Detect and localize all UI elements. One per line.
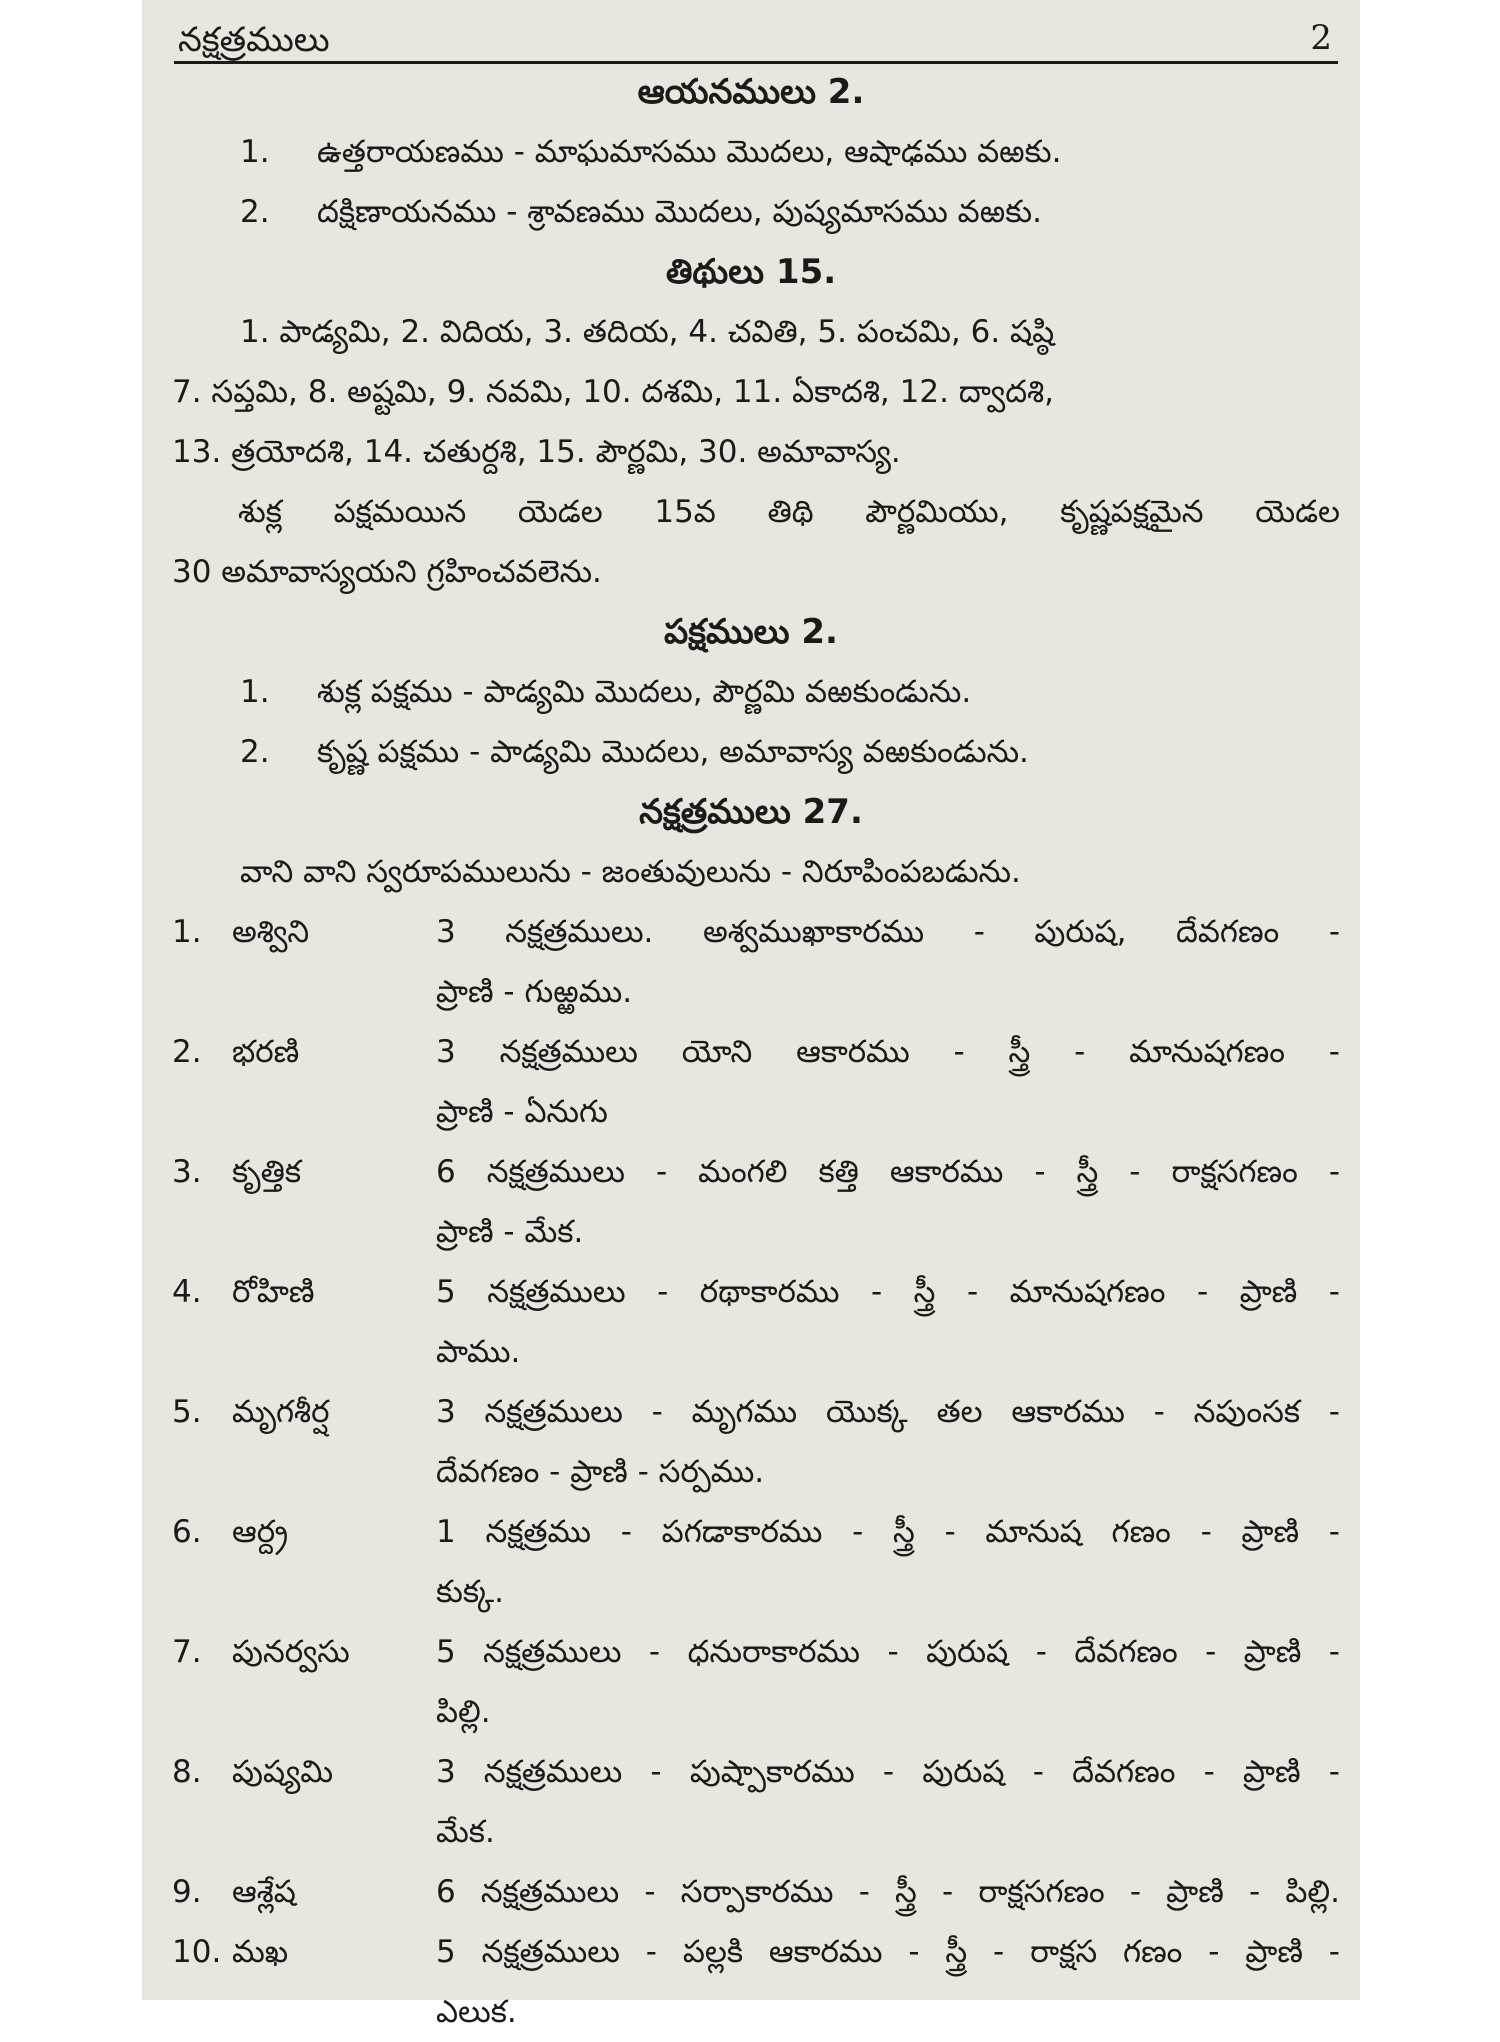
nakshatra-name: పుష్యమి [232,1754,334,1790]
nakshatra-list [142,902,1360,2042]
nakshatra-description: 6 నక్షత్రములు - సర్పాకారము - స్త్రీ - రాక్షసగణం - ప్రాణి - పిల్లి. [436,1874,1340,1910]
nakshatra-description: 3 నక్షత్రములు - మృగము యొక్క తల ఆకారము - నపుంసక - [436,1394,1340,1430]
nakshatra-name: భరణి [232,1034,300,1070]
section-heading-pakshamulu: పక్షములు 2. [664,612,838,652]
book-page [142,0,1360,2030]
nakshatra-number: 2. [172,1034,202,1070]
nakshatra-entry [142,1502,1360,1622]
nakshatra-description-cont: ప్రాణి - గుఱ్ఱము. [436,974,633,1010]
nakshatra-description: 3 నక్షత్రములు యోని ఆకారము - స్త్రీ - మానుషగణం - [436,1034,1340,1070]
nakshatra-number: 8. [172,1754,202,1790]
nakshatra-description: 3 నక్షత్రములు - పుష్పాకారము - పురుష - దేవగణం - ప్రాణి - [436,1754,1340,1790]
item-number: 2. [240,194,270,230]
nakshatra-number: 6. [172,1514,202,1550]
nakshatra-description-cont: దేవగణం - ప్రాణి - సర్పము. [436,1454,765,1490]
nakshatra-description-cont: ప్రాణి - ఏనుగు [436,1094,608,1130]
tithi-line: 1. పాడ్యమి, 2. విదియ, 3. తదియ, 4. చవితి, 5. పంచమి, 6. షష్ఠి [240,314,1055,350]
nakshatra-description-cont: పాము. [436,1334,521,1370]
nakshatra-description: 3 నక్షత్రములు. అశ్వముఖాకారము - పురుష, దేవగణం - [436,914,1340,950]
tithi-note [142,482,1360,602]
nakshatra-name: మఖ [232,1934,289,1970]
nakshatra-name: కృత్తిక [232,1154,302,1190]
nakshatra-description: 5 నక్షత్రములు - పల్లకి ఆకారము - స్త్రీ - రాక్షస గణం - ప్రాణి - [436,1934,1340,1970]
item-text: ఉత్తరాయణము - మాఘమాసము మొదలు, ఆషాఢము వఱకు. [317,134,1062,170]
item-text: శుక్ల పక్షము - పాడ్యమి మొదలు, పౌర్ణమి వఱకుండును. [317,674,972,710]
nakshatra-number: 1. [172,914,202,950]
nakshatra-description: 6 నక్షత్రములు - మంగలి కత్తి ఆకారము - స్త్రీ - రాక్షసగణం - [436,1154,1340,1190]
nakshatra-number: 9. [172,1874,202,1910]
nakshatra-name: అశ్విని [232,914,310,950]
nakshatra-number: 4. [172,1274,202,1310]
section-heading-ayanamulu: ఆయనములు 2. [637,72,865,112]
nakshatra-entry [142,1742,1360,1862]
nakshatra-name: ఆశ్లేష [232,1874,296,1910]
item-number: 2. [240,734,270,770]
nakshatra-number: 3. [172,1154,202,1190]
page-content [142,62,1360,2042]
nakshatra-entry [142,1022,1360,1142]
list-item [142,122,1360,182]
nakshatra-number: 5. [172,1394,202,1430]
tithi-note-line: శుక్ల పక్షమయిన యెడల 15వ తిథి పౌర్ణమియు, కృష్ణపక్షమైన యెడల [238,494,1340,530]
nakshatra-description-cont: ప్రాణి - మేక. [436,1214,584,1250]
tithi-line: 7. సప్తమి, 8. అష్టమి, 9. నవమి, 10. దశమి, 11. ఏకాదశి, 12. ద్వాదశి, [172,374,1055,410]
nakshatra-name: మృగశీర్ష [232,1394,330,1430]
item-number: 1. [240,674,270,710]
section-heading-nakshatramulu: నక్షత్రములు 27. [639,792,863,832]
nakshatra-description: 5 నక్షత్రములు - ధనురాకారము - పురుష - దేవగణం - ప్రాణి - [436,1634,1340,1670]
item-text: కృష్ణ పక్షము - పాడ్యమి మొదలు, అమావాస్య వఱకుండును. [317,734,1029,770]
nakshatra-entry [142,1622,1360,1742]
item-text: దక్షిణాయనము - శ్రావణము మొదలు, పుష్యమాసము వఱకు. [317,194,1042,230]
nakshatra-description-cont: మేక. [436,1814,495,1850]
section-heading-tithulu: తిథులు 15. [665,252,837,292]
list-item [142,662,1360,722]
item-number: 1. [240,134,270,170]
nakshatra-number: 7. [172,1634,202,1670]
nakshatra-description-cont: ఎలుక. [436,1994,517,2030]
nakshatra-description-cont: కుక్క. [436,1574,504,1610]
nakshatra-entry [142,1262,1360,1382]
list-item [142,182,1360,242]
nakshatra-intro: వాని వాని స్వరూపములును - జంతువులును - నిరూపింపబడును. [240,854,1021,890]
nakshatra-entry [142,1922,1360,2042]
nakshatra-entry [142,1862,1360,1922]
running-header-title: నక్షత్రములు [178,20,330,60]
nakshatra-description-cont: పిల్లి. [436,1694,491,1730]
nakshatra-number: 10. [172,1934,222,1970]
nakshatra-name: ఆర్ద్ర [232,1514,289,1550]
tithi-line: 13. త్రయోదశి, 14. చతుర్దశి, 15. పౌర్ణమి, 30. అమావాస్య. [172,434,901,470]
nakshatra-entry [142,1382,1360,1502]
nakshatra-name: పునర్వసు [232,1634,350,1670]
tithi-note-line: 30 అమావాస్యయని గ్రహించవలెను. [172,554,602,590]
nakshatra-entry [142,1142,1360,1262]
list-item [142,722,1360,782]
nakshatra-name: రోహిణి [232,1274,315,1310]
page-number: 2 [1310,18,1332,58]
nakshatra-description: 1 నక్షత్రము - పగడాకారము - స్త్రీ - మానుష గణం - ప్రాణి - [436,1514,1340,1550]
nakshatra-entry [142,902,1360,1022]
nakshatra-description: 5 నక్షత్రములు - రథాకారము - స్త్రీ - మానుషగణం - ప్రాణి - [436,1274,1340,1310]
